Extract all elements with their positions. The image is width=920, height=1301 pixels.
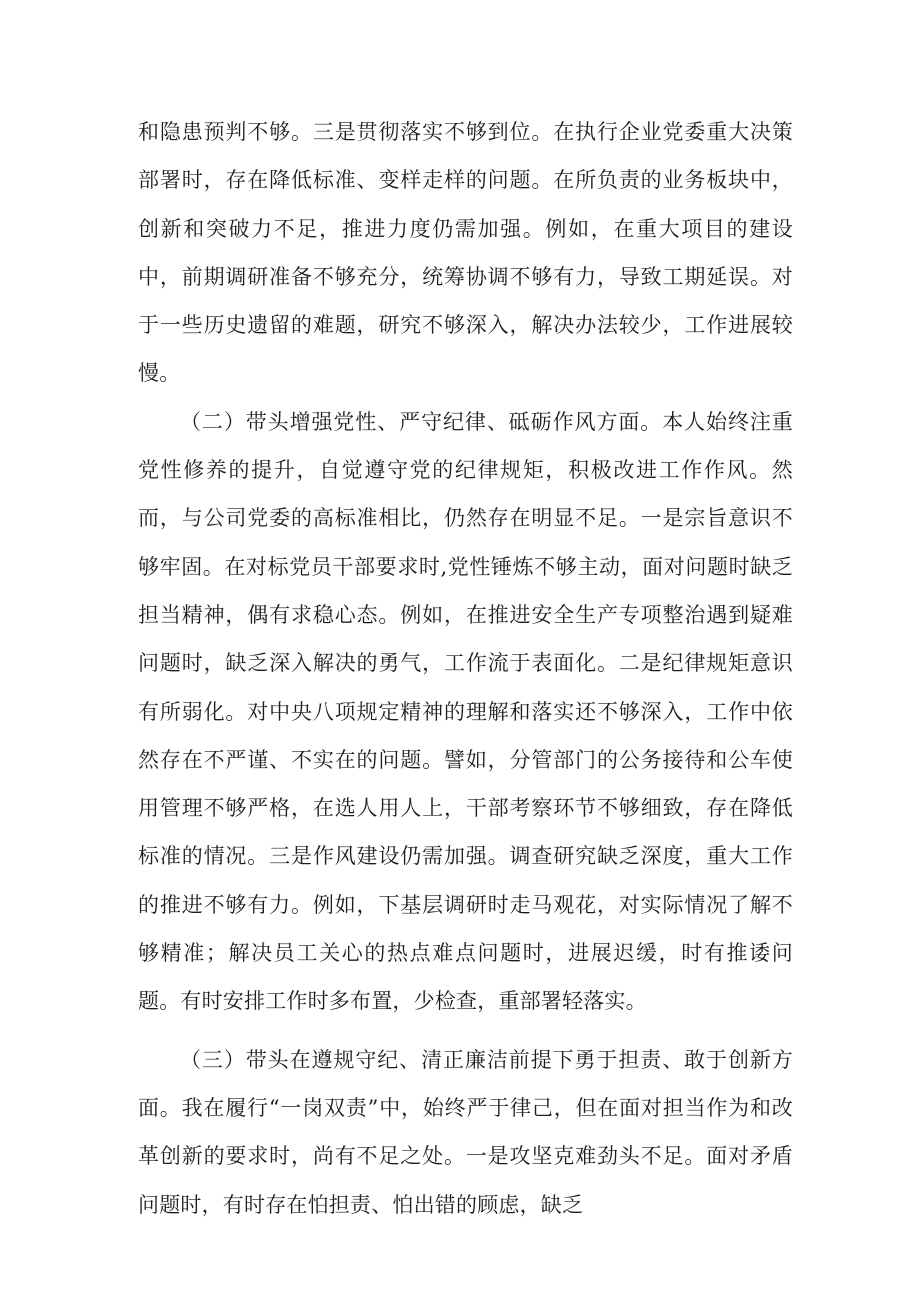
document-body [138,108,793,1229]
paragraph-continuation: 和隐患预判不够。三是贯彻落实不够到位。在执行企业党委重大决策部署时，存在降低标准、变样走样的问题。在所负责的业务板块中，创新和突破力不足，推进力度仍需加强。例如，在重大项目的建设中，前期调研准备不够充分，统筹协调不够有力，导致工期延误。对于一些历史遗留的难题，研究不够深入，解决办法较少，工作进展较慢。 [138,120,793,386]
paragraph-section-two: （二）带头增强党性、严守纪律、砥砺作风方面。本人始终注重党性修养的提升，自觉遵守党的纪律规矩，积极改进工作作风。然而，与公司党委的高标准相比，仍然存在明显不足。一是宗旨意识不够牢固。在对标党员干部要求时,党性锤炼不够主动，面对问题时缺乏担当精神，偶有求稳心态。例如，在推进安全生产专项整治遇到疑难问题时，缺乏深入解决的勇气，工作流于表面化。二是纪律规矩意识有所弱化。对中央八项规定精神的理解和落实还不够深入，工作中依然存在不严谨、不实在的问题。譬如，分管部门的公务接待和公车使用管理不够严格，在选人用人上，干部考察环节不够细致，存在降低标准的情况。三是作风建设仍需加强。调查研究缺乏深度，重大工作的推进不够有力。例如，下基层调研时走马观花，对实际情况了解不够精准；解决员工关心的热点难点问题时，进展迟缓，时有推诿问题。有时安排工作时多布置，少检查，重部署轻落实。 [138,409,793,1014]
paragraph-section-three: （三）带头在遵规守纪、清正廉洁前提下勇于担责、敢于创新方面。我在履行“一岗双责”中，始终严于律己，但在面对担当作为和改革创新的要求时，尚有不足之处。一是攻坚克难劲头不足。面对矛盾问题时，有时存在怕担责、怕出错的顾虑，缺乏 [138,1047,793,1217]
